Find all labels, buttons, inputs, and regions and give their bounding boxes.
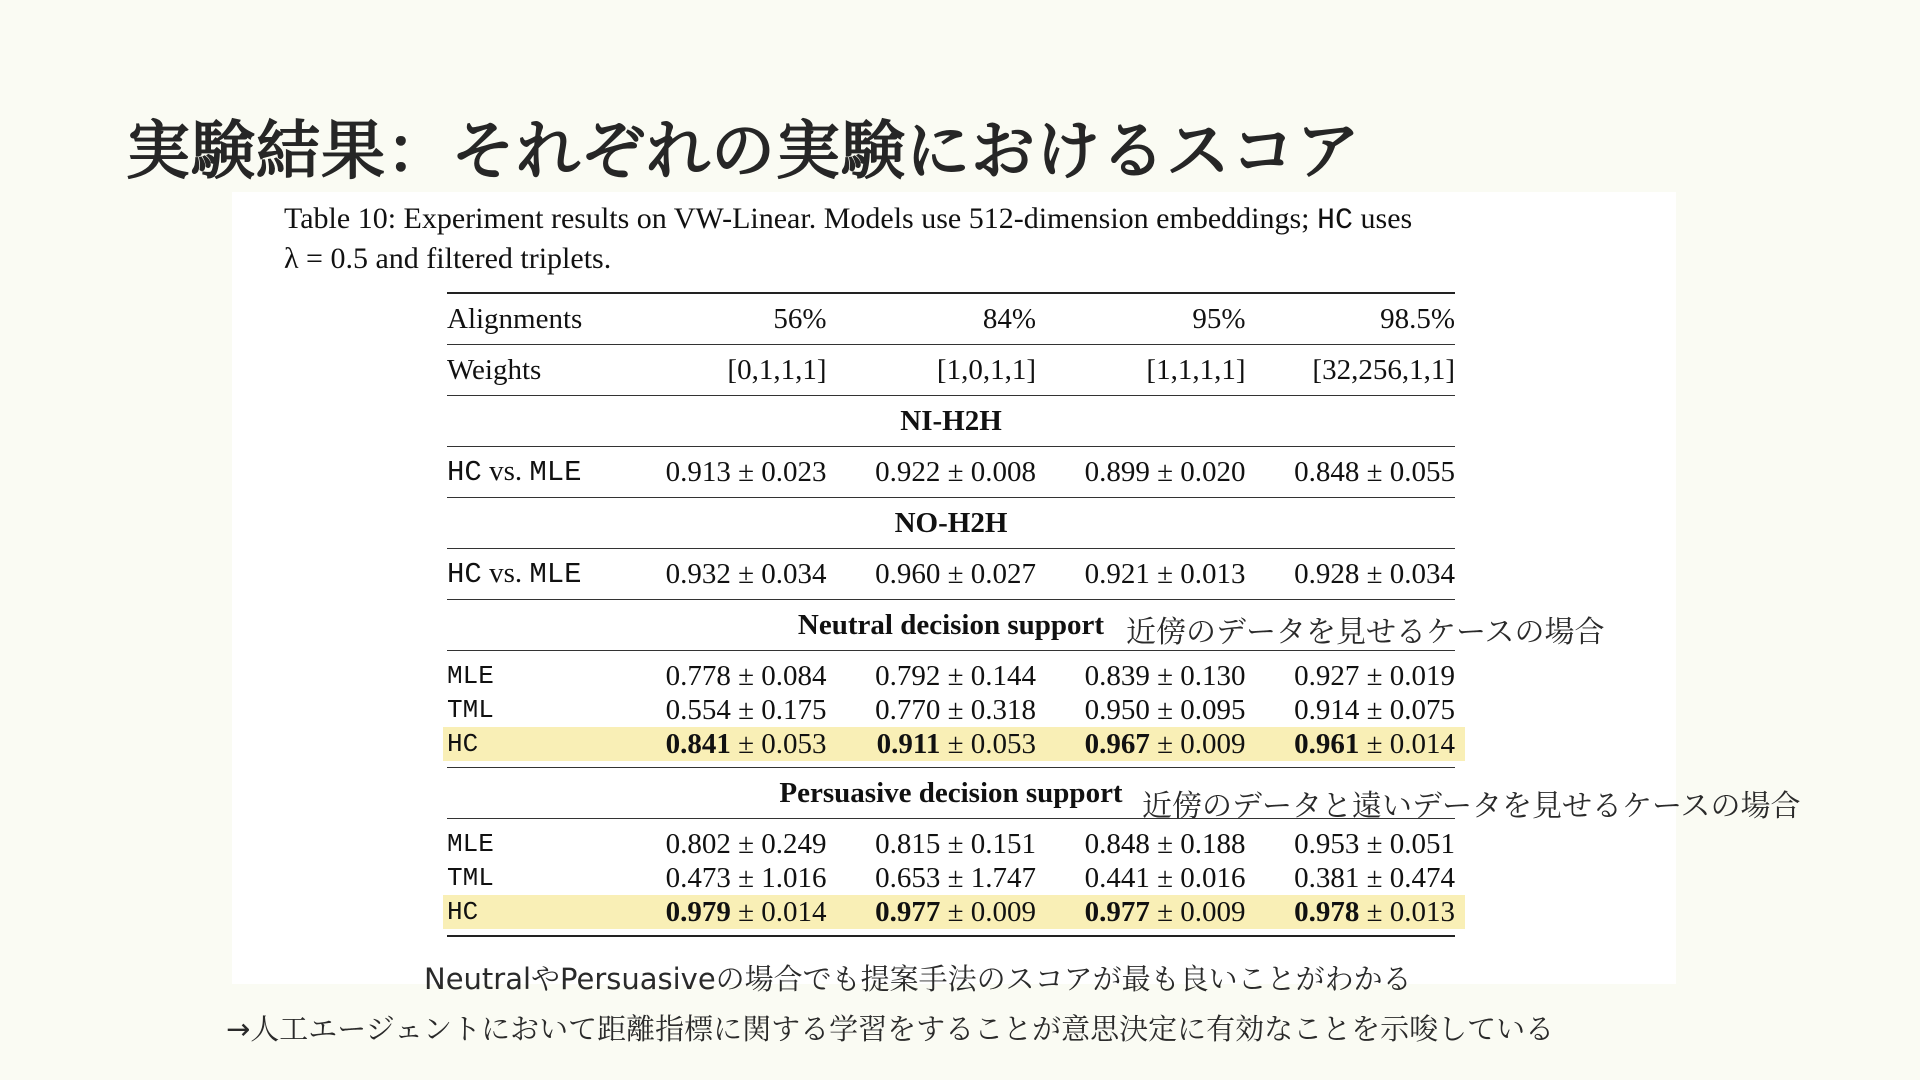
score-mean: 0.848: [1084, 827, 1150, 860]
score-std: 0.055: [1389, 455, 1455, 488]
score-cell: [827, 694, 1037, 727]
score-cell: [827, 660, 1037, 693]
score-std: 0.175: [761, 693, 827, 726]
section-title-persuasive: Persuasive decision support: [779, 777, 1123, 809]
score-mean: 0.921: [1084, 557, 1150, 590]
score-std: 0.144: [970, 659, 1036, 692]
highlighted-row: [443, 895, 1465, 929]
model-name: MLE: [529, 558, 582, 591]
slide-title: 実験結果：それぞれの実験におけるスコア: [126, 115, 1361, 189]
weight-value: [1,1,1,1]: [1146, 353, 1246, 386]
score-cell: [1036, 694, 1246, 727]
score-mean: 0.848: [1294, 455, 1360, 488]
score-mean: 0.911: [876, 727, 941, 760]
score-cell: [617, 862, 827, 895]
pm-sign: ±: [1359, 727, 1390, 760]
section-title-no-h2h: NO-H2H: [894, 507, 1008, 539]
score-mean: 0.381: [1294, 861, 1360, 894]
score-cell: [827, 862, 1037, 895]
score-mean: 0.473: [665, 861, 731, 894]
pm-sign: ±: [1359, 895, 1390, 928]
model-name: MLE: [447, 829, 494, 859]
score-mean: 0.441: [1084, 861, 1150, 894]
model-name: MLE: [447, 661, 494, 691]
model-name: MLE: [529, 456, 582, 489]
score-std: 0.016: [1180, 861, 1246, 894]
score-cell: [1246, 862, 1456, 895]
score-cell: [1246, 828, 1456, 861]
pm-sign: ±: [1359, 455, 1390, 488]
score-std: 0.014: [761, 895, 827, 928]
score-mean: 0.899: [1084, 455, 1150, 488]
alignment-value: 84%: [982, 302, 1036, 335]
weight-value: [32,256,1,1]: [1312, 353, 1455, 386]
alignment-value: 56%: [773, 302, 827, 335]
score-std: 1.016: [761, 861, 827, 894]
score-mean: 0.778: [665, 659, 731, 692]
model-name: HC: [447, 456, 482, 489]
pm-sign: ±: [940, 693, 971, 726]
score-std: 0.053: [970, 727, 1036, 760]
pm-sign: ±: [730, 659, 762, 692]
pm-sign: ±: [730, 861, 762, 894]
score-mean: 0.653: [875, 861, 941, 894]
pm-sign: ±: [1359, 693, 1390, 726]
pm-sign: ±: [1149, 659, 1181, 692]
pm-sign: ±: [730, 895, 762, 928]
score-mean: 0.914: [1294, 693, 1360, 726]
score-std: 0.188: [1180, 827, 1246, 860]
score-cell: [827, 896, 1037, 929]
score-cell: [1246, 660, 1456, 693]
score-cell: [827, 828, 1037, 861]
score-mean: 0.978: [1294, 895, 1360, 928]
pm-sign: ±: [1149, 895, 1181, 928]
score-cell: [1036, 728, 1246, 761]
score-cell: [617, 828, 827, 861]
score-mean: 0.961: [1294, 727, 1360, 760]
score-mean: 0.913: [665, 455, 731, 488]
score-std: 0.249: [761, 827, 827, 860]
pm-sign: ±: [1359, 861, 1390, 894]
score-mean: 0.979: [665, 895, 731, 928]
caption-text: Table 10: Experiment results on VW-Linear. Models use 512-dimension embeddings;: [284, 202, 1317, 235]
pm-sign: ±: [1149, 827, 1181, 860]
score-mean: 0.770: [875, 693, 941, 726]
score-cell: [1246, 694, 1456, 727]
table-row: [447, 659, 1455, 693]
score-mean: 0.950: [1084, 693, 1150, 726]
score-cell: [617, 728, 827, 761]
score-std: 0.318: [970, 693, 1036, 726]
highlighted-row: [443, 727, 1465, 761]
score-cell: [617, 456, 827, 489]
pm-sign: ±: [1149, 693, 1181, 726]
pm-sign: ±: [1149, 861, 1181, 894]
score-cell: [827, 728, 1037, 761]
score-cell: [1036, 896, 1246, 929]
score-cell: [617, 660, 827, 693]
score-cell: [1036, 660, 1246, 693]
caption-line2: λ = 0.5 and filtered triplets.: [284, 242, 612, 275]
weights-row: [447, 345, 1455, 395]
score-std: 0.151: [970, 827, 1036, 860]
score-cell: [1036, 862, 1246, 895]
section-title-ni-h2h: NI-H2H: [900, 405, 1002, 437]
score-cell: [1036, 828, 1246, 861]
score-cell: [617, 896, 827, 929]
pm-sign: ±: [940, 455, 971, 488]
score-cell: [1036, 558, 1246, 591]
caption-uses: uses: [1353, 202, 1413, 235]
pm-sign: ±: [940, 727, 971, 760]
score-cell: [1246, 896, 1456, 929]
score-mean: 0.815: [875, 827, 941, 860]
score-mean: 0.927: [1294, 659, 1360, 692]
score-std: 0.020: [1180, 455, 1246, 488]
model-name: HC: [447, 558, 482, 591]
alignment-value: 98.5%: [1380, 302, 1455, 335]
score-std: 0.084: [761, 659, 827, 692]
pm-sign: ±: [940, 895, 971, 928]
score-std: 0.075: [1389, 693, 1455, 726]
score-cell: [1246, 456, 1456, 489]
pm-sign: ±: [940, 827, 971, 860]
table-caption: [284, 200, 1644, 278]
score-std: 0.053: [761, 727, 827, 760]
score-std: 1.747: [970, 861, 1036, 894]
model-name: HC: [447, 729, 479, 759]
pm-sign: ±: [1359, 827, 1390, 860]
pm-sign: ±: [1359, 557, 1390, 590]
table-row: [447, 549, 1455, 599]
pm-sign: ±: [730, 455, 762, 488]
neutral-annotation: 近傍のデータを見せるケースの場合: [1126, 615, 1605, 650]
pm-sign: ±: [940, 659, 971, 692]
score-std: 0.009: [1180, 895, 1246, 928]
score-std: 0.009: [1180, 727, 1246, 760]
model-name: TML: [447, 695, 494, 725]
pm-sign: ±: [1149, 727, 1181, 760]
score-std: 0.019: [1389, 659, 1455, 692]
score-cell: [1036, 456, 1246, 489]
table-row: [447, 861, 1455, 895]
score-std: 0.023: [761, 455, 827, 488]
score-cell: [1246, 558, 1456, 591]
score-std: 0.034: [1389, 557, 1455, 590]
persuasive-annotation: 近傍のデータと遠いデータを見せるケースの場合: [1142, 789, 1801, 824]
alignments-row: [447, 294, 1455, 344]
weight-value: [0,1,1,1]: [727, 353, 827, 386]
pm-sign: ±: [730, 693, 762, 726]
model-name: HC: [447, 897, 479, 927]
score-mean: 0.841: [665, 727, 731, 760]
score-mean: 0.554: [665, 693, 731, 726]
pm-sign: ±: [1149, 455, 1181, 488]
score-mean: 0.839: [1084, 659, 1150, 692]
score-std: 0.013: [1180, 557, 1246, 590]
caption-hc: HC: [1317, 204, 1354, 238]
score-mean: 0.977: [875, 895, 941, 928]
score-std: 0.051: [1389, 827, 1455, 860]
score-mean: 0.977: [1084, 895, 1150, 928]
score-std: 0.008: [970, 455, 1036, 488]
pm-sign: ±: [730, 557, 762, 590]
table-row: [447, 827, 1455, 861]
score-std: 0.034: [761, 557, 827, 590]
alignment-value: 95%: [1192, 302, 1246, 335]
score-mean: 0.967: [1084, 727, 1150, 760]
score-cell: [827, 558, 1037, 591]
pm-sign: ±: [730, 827, 762, 860]
score-std: 0.013: [1389, 895, 1455, 928]
pm-sign: ±: [1359, 659, 1390, 692]
row-label: [447, 557, 617, 591]
vs-text: vs.: [481, 455, 530, 487]
score-cell: [617, 694, 827, 727]
score-mean: 0.928: [1294, 557, 1360, 590]
score-mean: 0.922: [875, 455, 941, 488]
score-mean: 0.960: [875, 557, 941, 590]
score-cell: [617, 558, 827, 591]
pm-sign: ±: [940, 557, 971, 590]
score-std: 0.027: [970, 557, 1036, 590]
score-mean: 0.802: [665, 827, 731, 860]
weight-value: [1,0,1,1]: [936, 353, 1036, 386]
table-row: [447, 447, 1455, 497]
score-std: 0.014: [1389, 727, 1455, 760]
score-std: 0.095: [1180, 693, 1246, 726]
score-cell: [1246, 728, 1456, 761]
conclusion-line-1: NeutralやPersuasiveの場合でも提案手法のスコアが最も良いことがわかる: [424, 962, 1412, 996]
score-mean: 0.932: [665, 557, 731, 590]
spacer: [447, 651, 1455, 659]
vs-text: vs.: [481, 557, 530, 589]
score-std: 0.130: [1180, 659, 1246, 692]
section-title-neutral: Neutral decision support: [797, 609, 1105, 641]
pm-sign: ±: [940, 861, 971, 894]
score-std: 0.474: [1389, 861, 1455, 894]
score-mean: 0.792: [875, 659, 941, 692]
pm-sign: ±: [1149, 557, 1181, 590]
score-mean: 0.953: [1294, 827, 1360, 860]
model-name: TML: [447, 863, 494, 893]
pm-sign: ±: [730, 727, 762, 760]
conclusion-line-2: →人工エージェントにおいて距離指標に関する学習をすることが意思決定に有効なことを示唆している: [226, 1012, 1555, 1046]
weights-label: Weights: [447, 353, 542, 386]
score-std: 0.009: [970, 895, 1036, 928]
table-bottom-rule: [447, 935, 1455, 937]
row-label: [447, 455, 617, 489]
score-cell: [827, 456, 1037, 489]
alignments-label: Alignments: [447, 302, 583, 335]
table-row: [447, 693, 1455, 727]
